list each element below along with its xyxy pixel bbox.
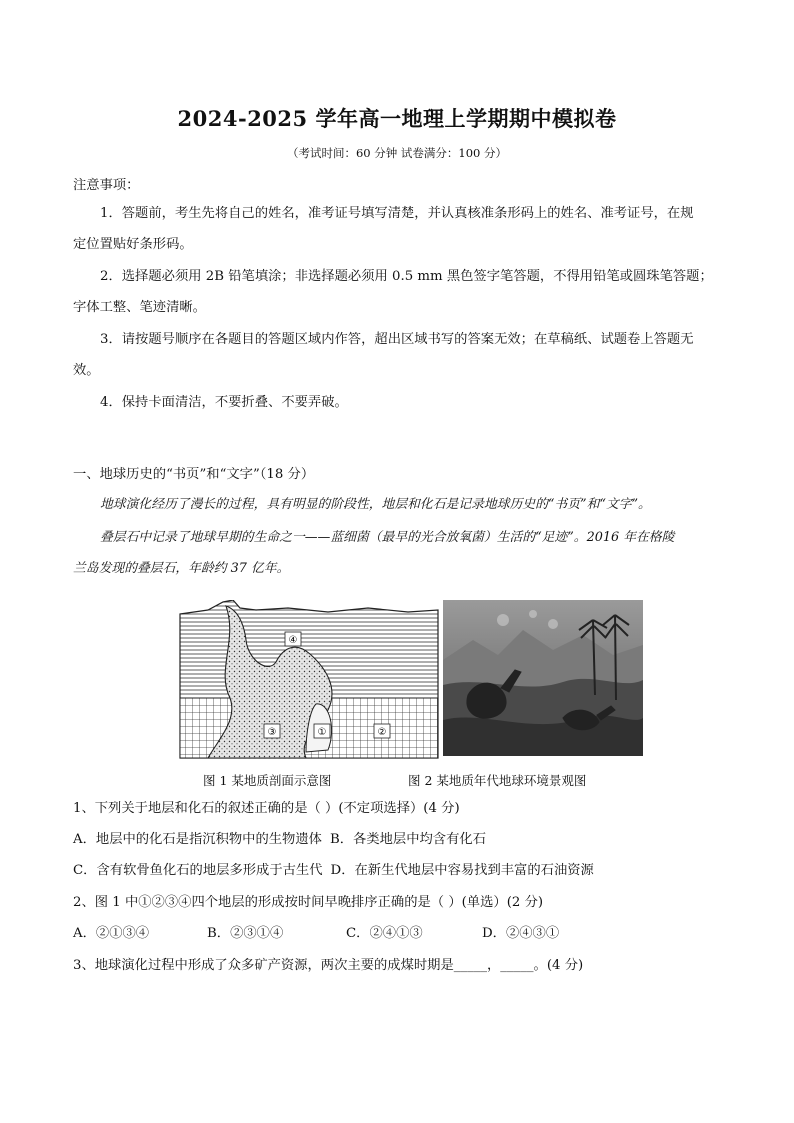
question-2-option-a[interactable]: A．②①③④ bbox=[73, 926, 150, 941]
page-title: 2024-2025 学年高一地理上学期期中模拟卷 bbox=[177, 106, 617, 131]
question-1-option-c[interactable]: C．含有软骨鱼化石的地层多形成于古生代 bbox=[73, 863, 323, 878]
question-1-option-d[interactable]: D．在新生代地层中容易找到丰富的石油资源 bbox=[330, 863, 594, 878]
notice-item-3a: 3．请按题号顺序在各题目的答题区域内作答，超出区域书写的答案无效；在草稿纸、试题卷上答题无 bbox=[100, 332, 694, 347]
intro-paragraph-2a: 叠层石中记录了地球早期的生命之一——蓝细菌（最早的光合放氧菌）生活的“足迹”。2016 年在格陵 bbox=[100, 530, 675, 545]
notice-item-2a: 2．选择题必须用 2B 铅笔填涂；非选择题必须用 0.5 mm 黑色签字笔答题，不得用铅笔或圆珠笔答题； bbox=[100, 269, 713, 284]
exam-info: （考试时间：60 分钟 试卷满分：100 分） bbox=[286, 146, 508, 160]
question-1-options-row1 bbox=[73, 830, 733, 850]
question-3-stem: 3、地球演化过程中形成了众多矿产资源，两次主要的成煤时期是_____，_____。(4 分) bbox=[73, 958, 584, 973]
question-2-options bbox=[73, 924, 733, 944]
stratum-label-3: ③ bbox=[267, 727, 277, 738]
geologic-section-figure bbox=[178, 600, 440, 760]
notice-heading: 注意事项： bbox=[73, 178, 140, 193]
notice-item-2b: 字体工整、笔迹清晰。 bbox=[73, 300, 206, 315]
notice-item-1a: 1．答题前，考生先将自己的姓名，准考证号填写清楚，并认真核准条形码上的姓名、准考证号，在规 bbox=[100, 206, 694, 221]
prehistoric-landscape-figure bbox=[443, 600, 643, 756]
figure-1-caption: 图 1 某地质剖面示意图 bbox=[203, 773, 332, 788]
notice-item-1b: 定位置贴好条形码。 bbox=[73, 237, 193, 252]
question-2-option-b[interactable]: B．②③①④ bbox=[207, 926, 284, 941]
stratum-label-4: ④ bbox=[288, 635, 298, 646]
question-2-stem: 2、图 1 中①②③④四个地层的形成按时间早晚排序正确的是（ ）(单选）(2 分) bbox=[73, 895, 544, 910]
figure-2-caption: 图 2 某地质年代地球环境景观图 bbox=[408, 773, 587, 788]
notice-item-3b: 效。 bbox=[73, 363, 100, 378]
question-2-option-c[interactable]: C．②④①③ bbox=[346, 926, 423, 941]
section-heading: 一、地球历史的“书页”和“文字”（18 分） bbox=[73, 467, 315, 482]
notice-item-4: 4．保持卡面清洁，不要折叠、不要弄破。 bbox=[100, 395, 348, 410]
stratum-label-1: ① bbox=[317, 727, 327, 738]
question-1-stem: 1、下列关于地层和化石的叙述正确的是（ ）(不定项选择）(4 分) bbox=[73, 801, 460, 816]
question-1-option-a[interactable]: A．地层中的化石是指沉积物中的生物遗体 bbox=[73, 832, 322, 847]
stratum-label-2: ② bbox=[377, 727, 387, 738]
intro-paragraph-1: 地球演化经历了漫长的过程，具有明显的阶段性，地层和化石是记录地球历史的“书页”和“文字”。 bbox=[100, 497, 651, 512]
question-2-option-d[interactable]: D．②④③① bbox=[482, 926, 560, 941]
intro-paragraph-2b: 兰岛发现的叠层石，年龄约 37 亿年。 bbox=[73, 561, 290, 576]
question-1-option-b[interactable]: B．各类地层中均含有化石 bbox=[329, 832, 486, 847]
question-1-options-row2 bbox=[73, 861, 733, 881]
